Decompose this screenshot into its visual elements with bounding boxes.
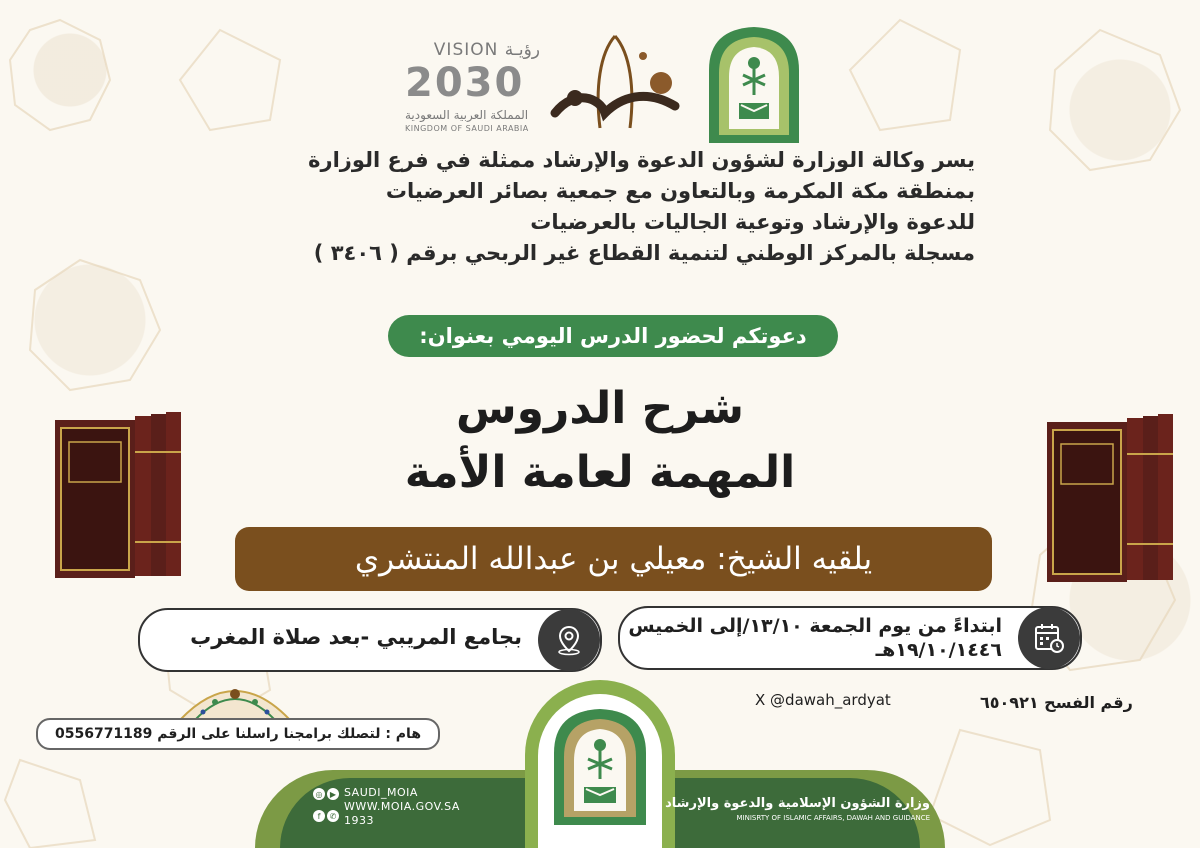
footer-hotline[interactable]: 1933 xyxy=(344,814,374,827)
footer-social-handle[interactable]: SAUDI_MOIA xyxy=(344,786,418,799)
location-pin-icon xyxy=(538,609,600,671)
ministry-name-ar: وزارة الشؤون الإسلامية والدعوة والإرشاد xyxy=(665,796,930,811)
footer-social-icons xyxy=(313,788,339,830)
lesson-title-line2: المهمة لعامة الأمة xyxy=(404,447,796,498)
intro-line: يسر وكالة الوزارة لشؤون الدعوة والإرشاد ممثلة في فرع الوزارة xyxy=(308,148,975,172)
vision-country-en: KINGDOM OF SAUDI ARABIA xyxy=(405,124,529,133)
location-text: بجامع المريبي -بعد صلاة المغرب xyxy=(190,625,522,649)
footer-social-text xyxy=(344,786,460,828)
calendar-icon xyxy=(1018,607,1080,669)
location-pill xyxy=(138,608,602,672)
phone-icon[interactable]: ✆ xyxy=(327,810,339,822)
schedule-pill xyxy=(618,606,1082,670)
vision-word-ar: رؤيـة xyxy=(504,40,540,60)
footer-website[interactable]: WWW.MOIA.GOV.SA xyxy=(344,800,460,813)
schedule-line1: ابتداءً من يوم الجمعة ١٣/١٠/إلى الخميس xyxy=(628,615,1002,637)
speaker-banner: يلقيه الشيخ: معيلي بن عبدالله المنتشري xyxy=(235,527,992,591)
instagram-icon[interactable]: ◎ xyxy=(313,788,325,800)
decorative-ornament xyxy=(175,672,295,720)
lesson-title-line1: شرح الدروس xyxy=(455,383,745,434)
vision-word-en: VISION xyxy=(433,40,499,60)
facebook-icon[interactable]: f xyxy=(313,810,325,822)
contact-notice: هام : لتصلك برامجنا راسلنا على الرقم 0556771189 xyxy=(36,718,440,750)
faqh-logo xyxy=(545,28,685,140)
books-illustration-left xyxy=(55,412,182,580)
schedule-text xyxy=(628,614,1002,662)
vision-title xyxy=(434,40,540,60)
intro-line: بمنطقة مكة المكرمة وبالتعاون مع جمعية بصائر العرضيات xyxy=(385,179,975,203)
intro-line: للدعوة والإرشاد وتوعية الجاليات بالعرضيات xyxy=(530,210,975,234)
invitation-banner: دعوتكم لحضور الدرس اليومي بعنوان: xyxy=(388,315,838,357)
ministry-emblem-top xyxy=(705,25,803,143)
intro-line: مسجلة بالمركز الوطني لتنمية القطاع غير الربحي برقم ( ٣٤٠٦ ) xyxy=(313,241,975,265)
youtube-icon[interactable]: ▶ xyxy=(327,788,339,800)
schedule-line2: ١٩/١٠/١٤٤٦هـ xyxy=(875,639,1002,661)
ministry-name-en: MINISRTY OF ISLAMIC AFFAIRS, DAWAH AND GUIDANCE xyxy=(736,814,930,822)
x-social-handle[interactable]: X @dawah_ardyat xyxy=(755,691,891,709)
books-illustration-right xyxy=(1047,412,1174,584)
intro-paragraph xyxy=(270,145,975,269)
permit-number: رقم الفسح ٦٥٠٩٢١ xyxy=(980,693,1133,712)
vision-country-ar: المملكة العربية السعودية xyxy=(405,108,529,122)
ministry-emblem-bottom xyxy=(548,705,652,825)
vision-year: 2030 xyxy=(405,60,525,106)
vision-2030-logo xyxy=(405,40,540,140)
